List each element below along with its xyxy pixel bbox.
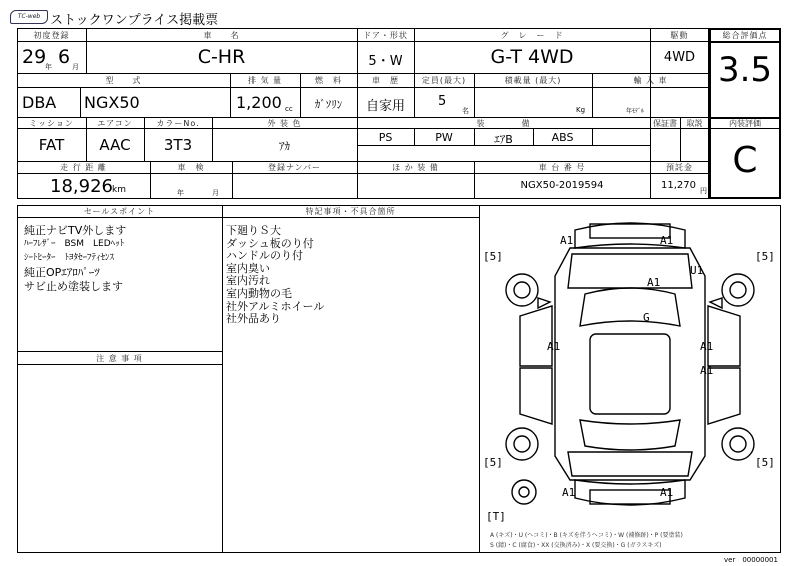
history-value: 自家用 (365, 99, 405, 114)
list-item: ハンドルのり付 (226, 249, 303, 263)
load-unit: Kg (576, 106, 586, 114)
mission-label: ミッション (29, 119, 74, 128)
total-score-label: 総合評価点 (722, 31, 768, 40)
inspection-year-unit: 年 (177, 189, 184, 197)
chassis-value: NGX50-2019594 (520, 180, 604, 191)
displacement-unit: cc (285, 105, 293, 113)
list-item: 純正OPｴｱﾛﾊﾟｰﾂ (24, 266, 100, 279)
color-no-value: 3T3 (163, 136, 193, 154)
chassis-label: 車 台 番 号 (538, 163, 586, 172)
damage-mark: A1 (647, 276, 661, 289)
first-reg-month: 6 (58, 46, 71, 68)
model-prefix: DBA (22, 93, 57, 112)
damage-mark: A1 (660, 486, 674, 499)
price-label: 預託金 (666, 163, 693, 172)
damage-mark: U1 (690, 264, 704, 277)
model-code: NGX50 (84, 93, 140, 112)
list-item: 社外品あり (226, 312, 281, 326)
mileage-unit: km (112, 185, 126, 195)
fuel-value: ｶﾞｿﾘﾝ (314, 98, 343, 111)
warranty-label: 保証書 (653, 119, 677, 128)
displacement-label: 排 気 量 (247, 76, 283, 85)
list-item: ダッシュ板のり付 (226, 236, 314, 250)
damage-mark: A1 (547, 340, 561, 353)
tire-label: [T] (486, 510, 506, 523)
list-item: 室内臭い (226, 261, 270, 275)
drive-label: 駆動 (670, 31, 689, 40)
mission-value: FAT (38, 136, 65, 154)
history-label: 車 歴 (372, 76, 399, 85)
plate-label: 登録ナンバー (267, 163, 322, 172)
interior-score: C (732, 140, 758, 181)
list-item: サビ止め塗装します (24, 280, 123, 293)
price-value: 11,270 (661, 180, 696, 191)
list-item: 下廻りＳ大 (226, 224, 281, 237)
notes-list (226, 222, 325, 326)
tire-label: [5] (483, 250, 503, 263)
door-label: ドア・形状 (363, 31, 408, 40)
year-unit: 年 (45, 63, 52, 71)
mileage-label: 走 行 距 離 (60, 163, 107, 172)
inspection-label: 車 検 (177, 163, 205, 172)
grade-value: G-T 4WD (490, 46, 574, 68)
notes-title: 特記事項・不具合箇所 (305, 207, 396, 216)
list-item: ｼｰﾄﾋｰﾀｰ ﾄﾖﾀｾｰﾌﾃｨｾﾝｽ (24, 253, 115, 263)
damage-mark: A1 (700, 364, 714, 377)
capacity-label: 定員(最大) (421, 76, 467, 85)
equipment-item: PS (378, 131, 393, 144)
car-name: C-HR (197, 46, 246, 68)
aircon-label: エアコン (97, 119, 133, 128)
drive-value: 4WD (663, 50, 696, 65)
car-name-label: 車 名 (203, 31, 240, 40)
list-item: 室内動物の毛 (226, 286, 292, 300)
door-value: 5・W (368, 54, 403, 69)
grade-label: グ レ ー ド (500, 31, 564, 40)
load-label: 積載量 (最大) (504, 76, 562, 85)
list-item: 純正ナビTV外します (24, 224, 127, 237)
version: ver 00000001 (724, 556, 778, 564)
page-title: ストックワンプライス掲載票 (50, 13, 219, 28)
import-label: 輸 入 車 (633, 76, 668, 85)
damage-mark: A1 (562, 486, 576, 499)
other-equipment-label: ほ か 装 備 (392, 163, 439, 172)
equipment-item: ABS (551, 131, 574, 144)
first-reg-label: 初度登録 (33, 31, 70, 40)
caution-title: 注 意 事 項 (96, 354, 143, 363)
color-no-label: カラーNo. (156, 119, 200, 128)
damage-mark: G (643, 311, 650, 324)
sales-points-list (24, 222, 126, 292)
inspection-month-unit: 月 (212, 189, 219, 197)
sales-points-title: セールスポイント (83, 207, 156, 216)
import-model-year: 年ﾓﾃﾞﾙ (626, 108, 645, 115)
equipment-label: 装 備 (476, 119, 531, 128)
equipment-item: PW (435, 131, 453, 144)
interior-label: 内装評価 (729, 119, 761, 128)
legend: S (錆)・C (腐食)・XX (交換済み)・X (要交換)・G (ガラスキズ) (490, 542, 662, 549)
aircon-value: AAC (99, 136, 131, 154)
capacity-unit: 名 (462, 107, 469, 115)
list-item: 社外アルミホイール (226, 299, 325, 313)
manual-label: 取説 (686, 119, 703, 128)
damage-mark: A1 (560, 234, 574, 247)
displacement-value: 1,200 (236, 93, 282, 112)
model-label: 型 式 (105, 76, 142, 85)
mileage-value: 18,926 (50, 176, 113, 197)
list-item: ﾊｰﾌﾚｻﾞｰ BSM LEDﾍｯﾄ (24, 239, 125, 249)
equipment-item: ｴｱB (494, 133, 513, 146)
capacity-value: 5 (438, 94, 447, 109)
first-reg-year: 29 (22, 46, 47, 68)
logo: TC-web (10, 10, 48, 24)
legend: A (キズ)・U (ヘコミ)・B (キズを伴うヘコミ)・W (補修跡)・P (要塗装) (490, 532, 683, 539)
fuel-label: 燃 料 (315, 76, 342, 85)
total-score: 3.5 (717, 50, 773, 90)
exterior-color-label: 外 装 色 (267, 119, 302, 128)
month-unit: 月 (72, 63, 79, 71)
damage-mark: A1 (700, 340, 714, 353)
tire-label: [5] (755, 250, 775, 263)
price-unit: 円 (700, 187, 707, 195)
damage-mark: A1 (660, 234, 674, 247)
tire-label: [5] (755, 456, 775, 469)
car-damage-diagram (480, 206, 780, 528)
tire-label: [5] (483, 456, 503, 469)
list-item: 室内汚れ (226, 274, 270, 288)
exterior-color-value: ｱｶ (279, 140, 290, 153)
